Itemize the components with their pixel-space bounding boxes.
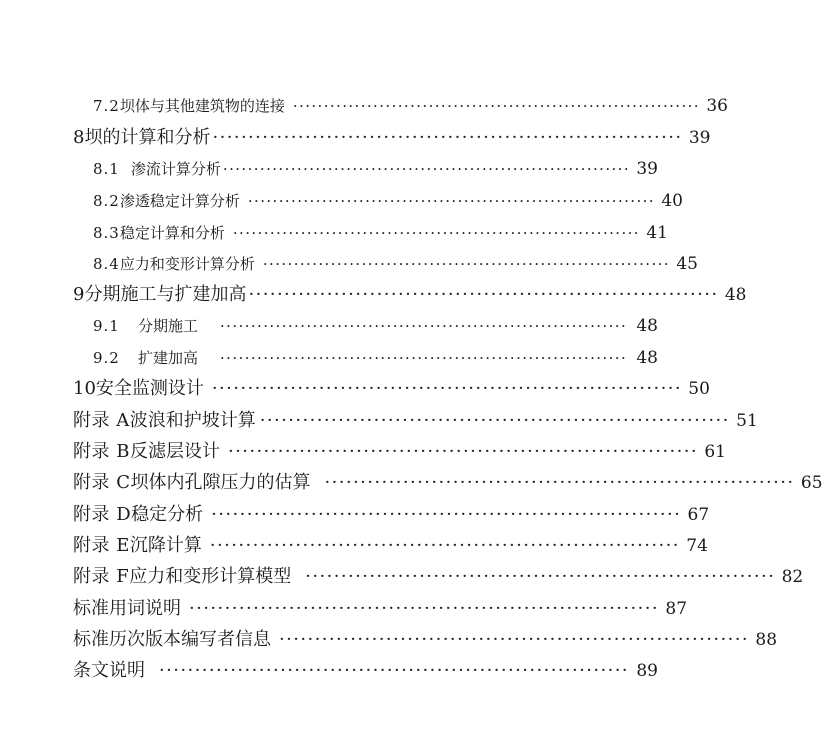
section-title: 渗透稳定计算分析 xyxy=(119,192,240,210)
section-title: 坝体与其他建筑物的连接 xyxy=(119,97,285,115)
dot-leader: ·································································· xyxy=(227,441,698,462)
section-number: 8.2 xyxy=(93,192,120,210)
dot-leader: ·································································· xyxy=(159,660,630,681)
toc-entry-8-3[interactable] xyxy=(93,223,668,243)
toc-entry-explanation[interactable] xyxy=(73,662,658,680)
section-title: 渗流计算分析 xyxy=(130,160,221,178)
toc-entry-standard-terms[interactable] xyxy=(73,598,688,619)
toc-entry-8[interactable] xyxy=(73,127,711,148)
appendix-label: 附录 B xyxy=(73,441,130,462)
appendix-label: 附录 C xyxy=(73,472,131,493)
page-number: 87 xyxy=(665,598,688,619)
page-number: 40 xyxy=(661,191,683,211)
toc-entry-10[interactable] xyxy=(73,378,710,399)
section-number: 9.1 xyxy=(93,317,120,335)
dot-leader: ·································································· xyxy=(189,598,660,619)
dot-leader: ·································································· xyxy=(305,566,776,587)
page-number: 65 xyxy=(800,472,823,493)
entry-title: 条文说明 xyxy=(73,660,145,681)
toc-entry-appendix-b[interactable] xyxy=(73,441,726,462)
dot-leader: ·································································· xyxy=(247,192,655,210)
dot-leader: ·································································· xyxy=(209,535,680,556)
toc-entry-appendix-c[interactable] xyxy=(73,472,823,493)
appendix-title: 波浪和护坡计算 xyxy=(129,410,256,431)
toc-entry-7-2[interactable] xyxy=(93,96,728,116)
dot-leader: ·································································· xyxy=(232,224,640,242)
appendix-label: 附录 D xyxy=(73,504,132,525)
page-number: 67 xyxy=(687,504,710,525)
section-number: 9.2 xyxy=(93,349,120,367)
toc-entry-9-2[interactable] xyxy=(93,350,658,367)
chapter-number: 10 xyxy=(73,378,96,399)
page-number: 39 xyxy=(688,127,711,148)
dot-leader: ·································································· xyxy=(279,629,750,650)
dot-leader: ·································································· xyxy=(220,317,628,335)
chapter-number: 9 xyxy=(73,284,85,305)
page-number: 36 xyxy=(706,96,728,116)
section-title: 扩建加高 xyxy=(138,349,199,367)
page-number: 39 xyxy=(636,159,658,179)
section-number: 8.1 xyxy=(93,160,120,178)
page-number: 51 xyxy=(736,410,758,431)
toc-entry-9[interactable] xyxy=(73,284,747,305)
dot-leader: ·································································· xyxy=(211,504,682,525)
dot-leader: ·································································· xyxy=(212,127,683,148)
dot-leader: ·································································· xyxy=(259,410,730,431)
appendix-label: 附录 F xyxy=(73,566,130,587)
appendix-title: 沉降计算 xyxy=(129,535,202,556)
chapter-title: 安全监测设计 xyxy=(95,378,204,399)
appendix-label: 附录 A xyxy=(73,410,130,431)
section-title: 应力和变形计算分析 xyxy=(119,255,255,273)
chapter-title: 分期施工与扩建加高 xyxy=(84,284,247,305)
appendix-title: 稳定分析 xyxy=(131,504,204,525)
dot-leader: ·································································· xyxy=(324,472,795,493)
page-number: 41 xyxy=(646,223,668,243)
toc-entry-appendix-e[interactable] xyxy=(73,535,708,556)
entry-title: 标准用词说明 xyxy=(73,598,181,619)
page-number: 45 xyxy=(676,254,698,274)
section-number: 8.3 xyxy=(93,224,120,242)
section-number: 7.2 xyxy=(93,97,120,115)
page-number: 50 xyxy=(688,378,710,399)
appendix-label: 附录 E xyxy=(73,535,130,556)
dot-leader: ·································································· xyxy=(220,349,628,367)
section-title: 分期施工 xyxy=(138,317,199,335)
toc-entry-8-4[interactable] xyxy=(93,254,698,274)
section-number: 8.4 xyxy=(93,255,120,273)
toc-entry-8-1[interactable] xyxy=(93,161,658,178)
appendix-title: 反滤层设计 xyxy=(129,441,220,462)
page-number: 82 xyxy=(781,566,804,587)
toc-entry-version-authors[interactable] xyxy=(73,629,778,650)
dot-leader: ·································································· xyxy=(292,97,700,115)
page-number: 88 xyxy=(755,629,778,650)
chapter-number: 8 xyxy=(73,127,85,148)
dot-leader: ·································································· xyxy=(262,255,670,273)
page-number: 48 xyxy=(636,348,658,368)
appendix-title: 坝体内孔隙压力的估算 xyxy=(130,472,311,493)
page-number: 48 xyxy=(636,316,658,336)
page-number: 48 xyxy=(724,284,747,305)
page-number: 89 xyxy=(636,660,658,681)
section-title: 稳定计算和分析 xyxy=(119,224,225,242)
entry-title: 标准历次版本编写者信息 xyxy=(73,629,271,650)
toc-entry-appendix-a[interactable] xyxy=(73,410,758,431)
toc-entry-8-2[interactable] xyxy=(93,191,683,211)
appendix-title: 应力和变形计算模型 xyxy=(129,566,292,587)
toc-entry-appendix-f[interactable] xyxy=(73,566,804,587)
dot-leader: ·································································· xyxy=(222,160,630,178)
dot-leader: ·································································· xyxy=(211,378,682,399)
toc-entry-appendix-d[interactable] xyxy=(73,504,710,525)
page-number: 61 xyxy=(704,441,726,462)
toc-entry-9-1[interactable] xyxy=(93,318,658,335)
dot-leader: ·································································· xyxy=(248,284,719,305)
page-number: 74 xyxy=(686,535,708,556)
chapter-title: 坝的计算和分析 xyxy=(84,127,211,148)
